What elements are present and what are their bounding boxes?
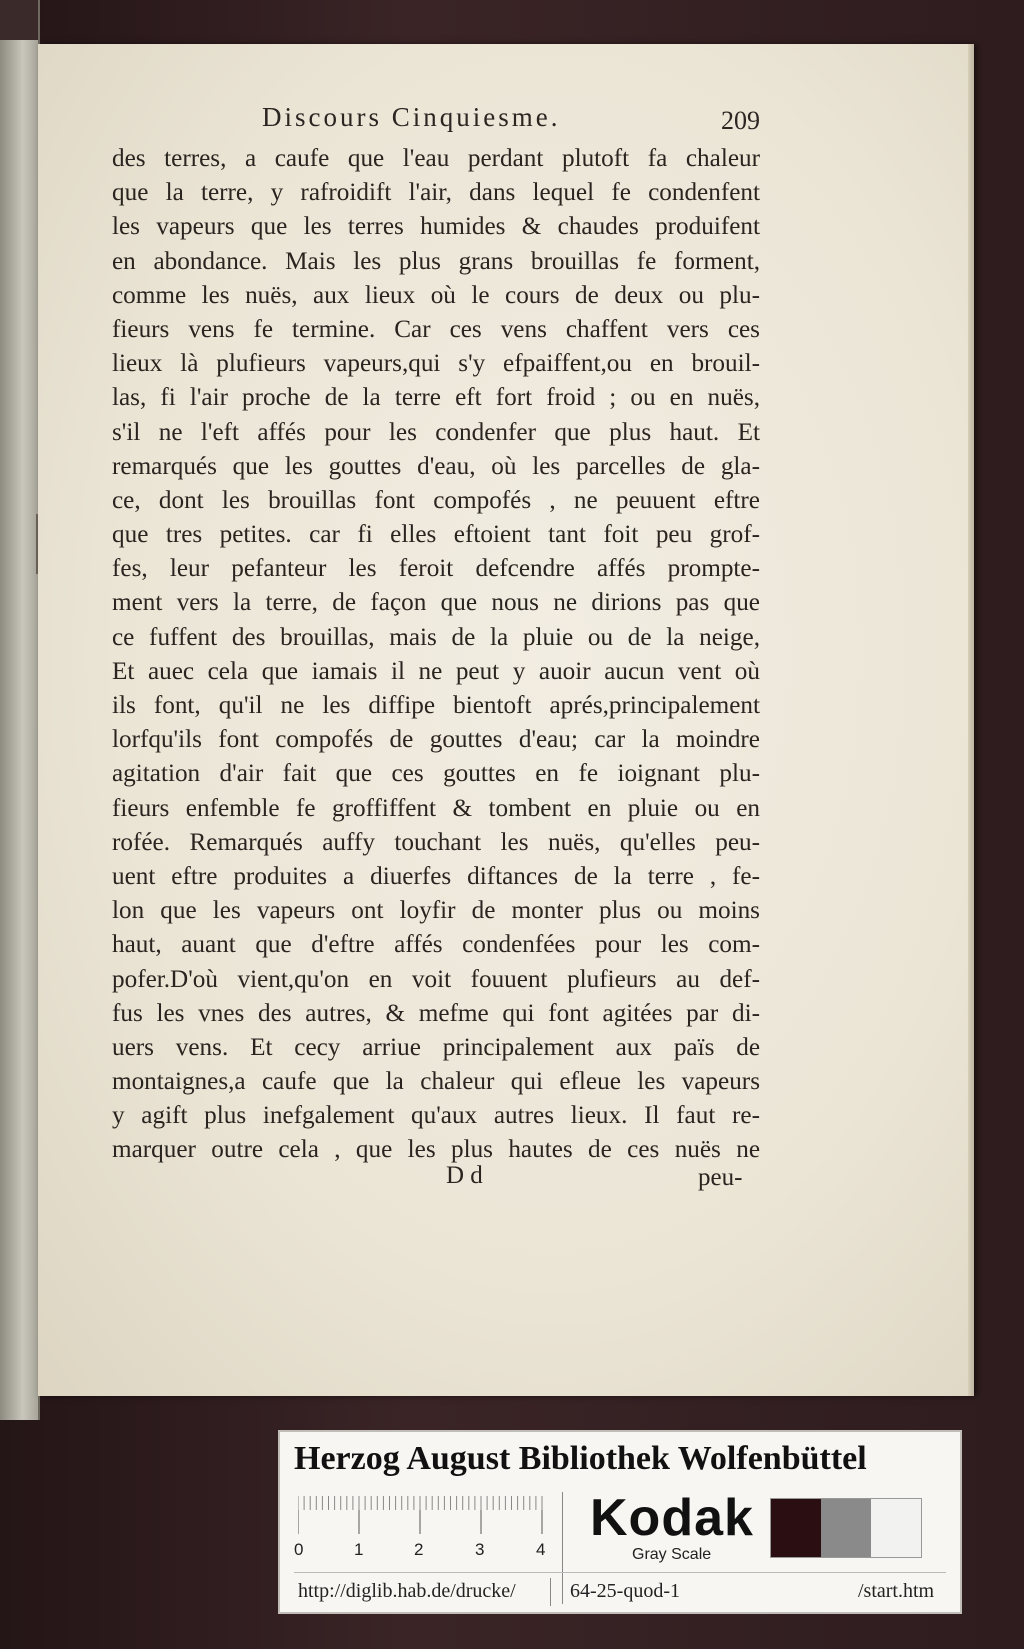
url-base: http://diglib.hab.de/drucke/ [298,1580,516,1602]
text-line: que tres petites. car fi elles eftoient tant foit peu grof- [112,521,760,549]
url-separator [550,1578,551,1606]
url-suffix: /start.htm [858,1580,935,1602]
text-line: uent eftre produites a diuerfes diftances de la terre , fe- [112,862,760,890]
text-line: ce fuffent des brouillas, mais de la pluie ou de la neige, [112,623,760,651]
running-head: Discours Cinquiesme. [262,102,561,132]
library-color-card [278,1430,962,1614]
text-line: des terres, a caufe que l'eau perdant plutoft fa chaleur [112,145,760,172]
facing-page-edge [0,0,40,1420]
gray-scale-swatches [770,1498,922,1558]
swatch-dark [771,1499,821,1557]
text-line: y agift plus inefgalement qu'aux autres lieux. Il faut re- [112,1102,760,1130]
text-line: fieurs enfemble fe groffiffent & tombent en pluie ou en [112,794,760,822]
text-line: en abondance. Mais les plus grans brouillas fe forment, [112,247,760,275]
text-line: les vapeurs que les terres humides & chaudes produifent [112,213,760,241]
text-line: ce, dont les brouillas font compofés , ne peuuent eftre [112,486,760,514]
kodak-logo: Kodak [590,1489,754,1547]
text-line: lon que les vapeurs ont loyfir de monter plus ou moins [112,897,760,925]
ruler-number: 4 [536,1540,546,1559]
card-divider [562,1492,563,1604]
book-page [38,44,974,1396]
text-line: marquer outre cela , que les plus hautes de ces nuës ne [112,1136,760,1164]
text-line: fus les vnes des autres, & mefme qui font agitées par di- [112,999,760,1027]
body-text [112,142,760,1168]
card-rule [294,1572,946,1573]
ruler-number: 0 [294,1540,304,1559]
text-line: fieurs vens fe termine. Car ces vens chaffent vers ces [112,315,760,343]
library-name: Herzog August Bibliothek Wolfenbüttel [294,1440,867,1477]
text-line: haut, auant que d'eftre affés condenfées pour les com- [112,931,760,959]
text-line: pofer.D'où vient,qu'on en voit fouuent plufieurs au def- [112,965,760,993]
text-line: fes, leur pefanteur les feroit defcendre affés prompte- [112,555,760,583]
measurement-ruler [298,1496,548,1536]
swatch-light [871,1499,921,1557]
margin-smudge [36,514,38,574]
text-line: remarqués que les gouttes d'eau, où les parcelles de gla- [112,452,760,480]
catchword: peu- [698,1164,743,1191]
text-line: ils font, qu'il ne les diffipe bientoft aprés,principalement [112,692,760,719]
text-line: rofée. Remarqués auffy touchant les nuës, qu'elles peu- [112,828,760,856]
text-line: lieux là plufieurs vapeurs,qui s'y efpaiffent,ou en brouil- [112,350,760,378]
swatch-mid [821,1499,871,1557]
gray-scale-label: Gray Scale [632,1546,712,1563]
text-line: comme les nuës, aux lieux où le cours de deux ou plu- [112,281,760,309]
ruler-number: 1 [354,1540,364,1559]
text-line: s'il ne l'eft affés pour les condenfer que plus haut. Et [112,418,760,446]
text-line: que la terre, y rafroidift l'air, dans lequel fe condenfent [112,179,760,207]
dark-corner [0,0,38,40]
page-edge [968,44,974,1396]
text-line: agitation d'air fait que ces gouttes en fe ioignant plu- [112,760,760,788]
text-line: uers vens. Et cecy arriue principalement aux païs de [112,1033,760,1061]
text-line: las, fi l'air proche de la terre eft fort froid ; ou en nuës, [112,384,760,412]
ruler-numbers [294,1540,564,1564]
text-line: Et auec cela que iamais il ne peut y auoir aucun vent où [112,657,760,685]
ruler-number: 3 [475,1540,485,1559]
text-line: lorfqu'ils font compofés de gouttes d'eau; car la moindre [112,726,760,754]
url-shelfmark: 64-25-quod-1 [570,1580,680,1602]
signature-mark: D d [446,1162,483,1189]
page-number: 209 [721,106,760,135]
ruler-number: 2 [414,1540,424,1559]
text-line: ment vers la terre, de façon que nous ne dirions pas que [112,589,760,617]
text-line: montaignes,a caufe que la chaleur qui efleue les vapeurs [112,1068,760,1096]
